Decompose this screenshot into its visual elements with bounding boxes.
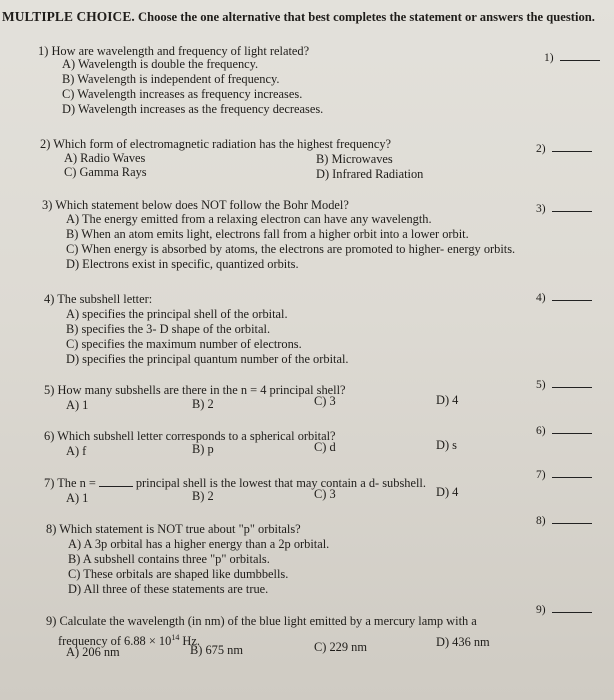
option-b[interactable]: B) 2	[192, 489, 214, 503]
question-stem	[46, 522, 301, 537]
answer-line	[552, 477, 592, 478]
option-b[interactable]: B) 675 nm	[190, 643, 244, 657]
question-number: 1)	[38, 44, 49, 58]
answer-line	[552, 211, 592, 212]
option-b[interactable]: B) A subshell contains three "p" orbitals.	[68, 552, 270, 566]
option-d[interactable]: D) Electrons exist in specific, quantized orbits.	[66, 257, 299, 271]
question-text-unit: Hz.	[179, 634, 200, 649]
answer-line	[560, 60, 600, 61]
option-b[interactable]: B) 2	[192, 397, 214, 411]
question-stem	[46, 614, 477, 629]
option-b[interactable]: B) p	[192, 442, 214, 456]
answer-blank[interactable]	[536, 379, 592, 391]
option-a[interactable]: A) 1	[66, 491, 89, 505]
question-stem	[44, 476, 426, 491]
option-c[interactable]: C) Wavelength increases as frequency increases.	[62, 87, 303, 101]
option-c[interactable]: C) When energy is absorbed by atoms, the electrons are promoted to higher- energy orbits.	[66, 242, 516, 256]
option-d[interactable]: D) Wavelength increases as the frequency decreases.	[62, 102, 324, 116]
option-c[interactable]: C) Gamma Rays	[64, 165, 147, 179]
exponent: 14	[171, 633, 180, 642]
answer-blank-label: 3)	[536, 203, 546, 215]
question-text: How are wavelength and frequency of light related?	[51, 44, 310, 58]
answer-blank-label: 6)	[536, 425, 546, 437]
option-a[interactable]: A) Wavelength is double the frequency.	[62, 57, 259, 71]
option-d[interactable]: D) Infrared Radiation	[316, 167, 424, 181]
answer-blank[interactable]	[544, 52, 600, 64]
section-header	[2, 9, 595, 25]
option-d[interactable]: D) specifies the principal quantum number of the orbital.	[66, 352, 349, 366]
option-d[interactable]: D) s	[436, 438, 457, 452]
answer-blank-label: 2)	[536, 143, 546, 155]
answer-line	[552, 300, 592, 301]
answer-line	[552, 523, 592, 524]
question-stem	[40, 137, 391, 152]
answer-blank-label: 4)	[536, 292, 546, 304]
question-number: 7)	[44, 476, 55, 490]
question-stem	[42, 198, 349, 213]
answer-blank[interactable]	[536, 469, 592, 481]
option-d[interactable]: D) 4	[436, 393, 459, 407]
answer-blank[interactable]	[536, 604, 592, 616]
option-c[interactable]: C) specifies the maximum number of electrons.	[66, 337, 302, 351]
question-text: Which statement is NOT true about "p" orbitals?	[59, 522, 301, 536]
fill-in-blank[interactable]	[99, 486, 133, 487]
option-b[interactable]: B) specifies the 3- D shape of the orbital.	[66, 322, 271, 336]
answer-blank[interactable]	[536, 292, 592, 304]
question-number: 5)	[44, 383, 55, 397]
answer-blank-label: 9)	[536, 604, 546, 616]
question-text-start: The n =	[57, 476, 96, 490]
question-number: 8)	[46, 522, 57, 536]
answer-blank-label: 5)	[536, 379, 546, 391]
answer-blank-label: 1)	[544, 52, 554, 64]
question-text: Which form of electromagnetic radiation has the highest frequency?	[53, 137, 392, 151]
question-text: Which subshell letter corresponds to a spherical orbital?	[57, 429, 336, 443]
option-a[interactable]: A) Radio Waves	[64, 151, 146, 165]
answer-line	[552, 612, 592, 613]
question-text-frequency: frequency of 6.88 × 10	[58, 634, 172, 649]
option-a[interactable]: A) specifies the principal shell of the orbital.	[66, 307, 288, 321]
option-b[interactable]: B) When an atom emits light, electrons fall from a higher orbit into a lower orbit.	[66, 227, 469, 241]
question-text: The subshell letter:	[57, 292, 153, 306]
option-a[interactable]: A) f	[66, 444, 87, 458]
question-stem	[44, 292, 152, 307]
question-number: 6)	[44, 429, 55, 443]
question-text-end: principal shell is the lowest that may contain a d- subshell.	[135, 476, 426, 490]
option-b[interactable]: B) Wavelength is independent of frequency.	[62, 72, 280, 86]
answer-blank[interactable]	[536, 203, 592, 215]
option-d[interactable]: D) 436 nm	[436, 635, 490, 649]
section-instructions: Choose the one alternative that best completes the statement or answers the question.	[137, 10, 595, 24]
option-b[interactable]: B) Microwaves	[316, 152, 393, 166]
option-c[interactable]: C) d	[314, 440, 336, 454]
answer-blank-label: 7)	[536, 469, 546, 481]
question-number: 2)	[40, 137, 51, 151]
answer-blank[interactable]	[536, 425, 592, 437]
option-a[interactable]: A) 1	[66, 398, 89, 412]
option-d[interactable]: D) 4	[436, 485, 459, 499]
answer-line	[552, 433, 592, 434]
question-number: 4)	[44, 292, 55, 306]
answer-blank[interactable]	[536, 515, 592, 527]
option-c[interactable]: C) These orbitals are shaped like dumbbells.	[68, 567, 289, 581]
answer-line	[552, 151, 592, 152]
section-title: MULTIPLE CHOICE.	[2, 9, 135, 24]
answer-blank-label: 8)	[536, 515, 546, 527]
option-c[interactable]: C) 3	[314, 394, 336, 408]
option-c[interactable]: C) 229 nm	[314, 640, 368, 654]
question-stem	[44, 383, 346, 398]
option-a[interactable]: A) 206 nm	[66, 645, 120, 659]
question-text: How many subshells are there in the n = 4 principal shell?	[57, 383, 346, 397]
option-d[interactable]: D) All three of these statements are true.	[68, 582, 269, 596]
question-text: Which statement below does NOT follow the Bohr Model?	[55, 198, 349, 212]
option-c[interactable]: C) 3	[314, 487, 336, 501]
answer-line	[552, 387, 592, 388]
question-number: 9)	[46, 614, 57, 628]
answer-blank[interactable]	[536, 143, 592, 155]
question-number: 3)	[42, 198, 53, 212]
question-text: Calculate the wavelength (in nm) of the blue light emitted by a mercury lamp with a	[59, 614, 477, 628]
question-stem	[44, 429, 336, 444]
option-a[interactable]: A) The energy emitted from a relaxing electron can have any wavelength.	[66, 212, 432, 226]
option-a[interactable]: A) A 3p orbital has a higher energy than a 2p orbital.	[68, 537, 330, 551]
